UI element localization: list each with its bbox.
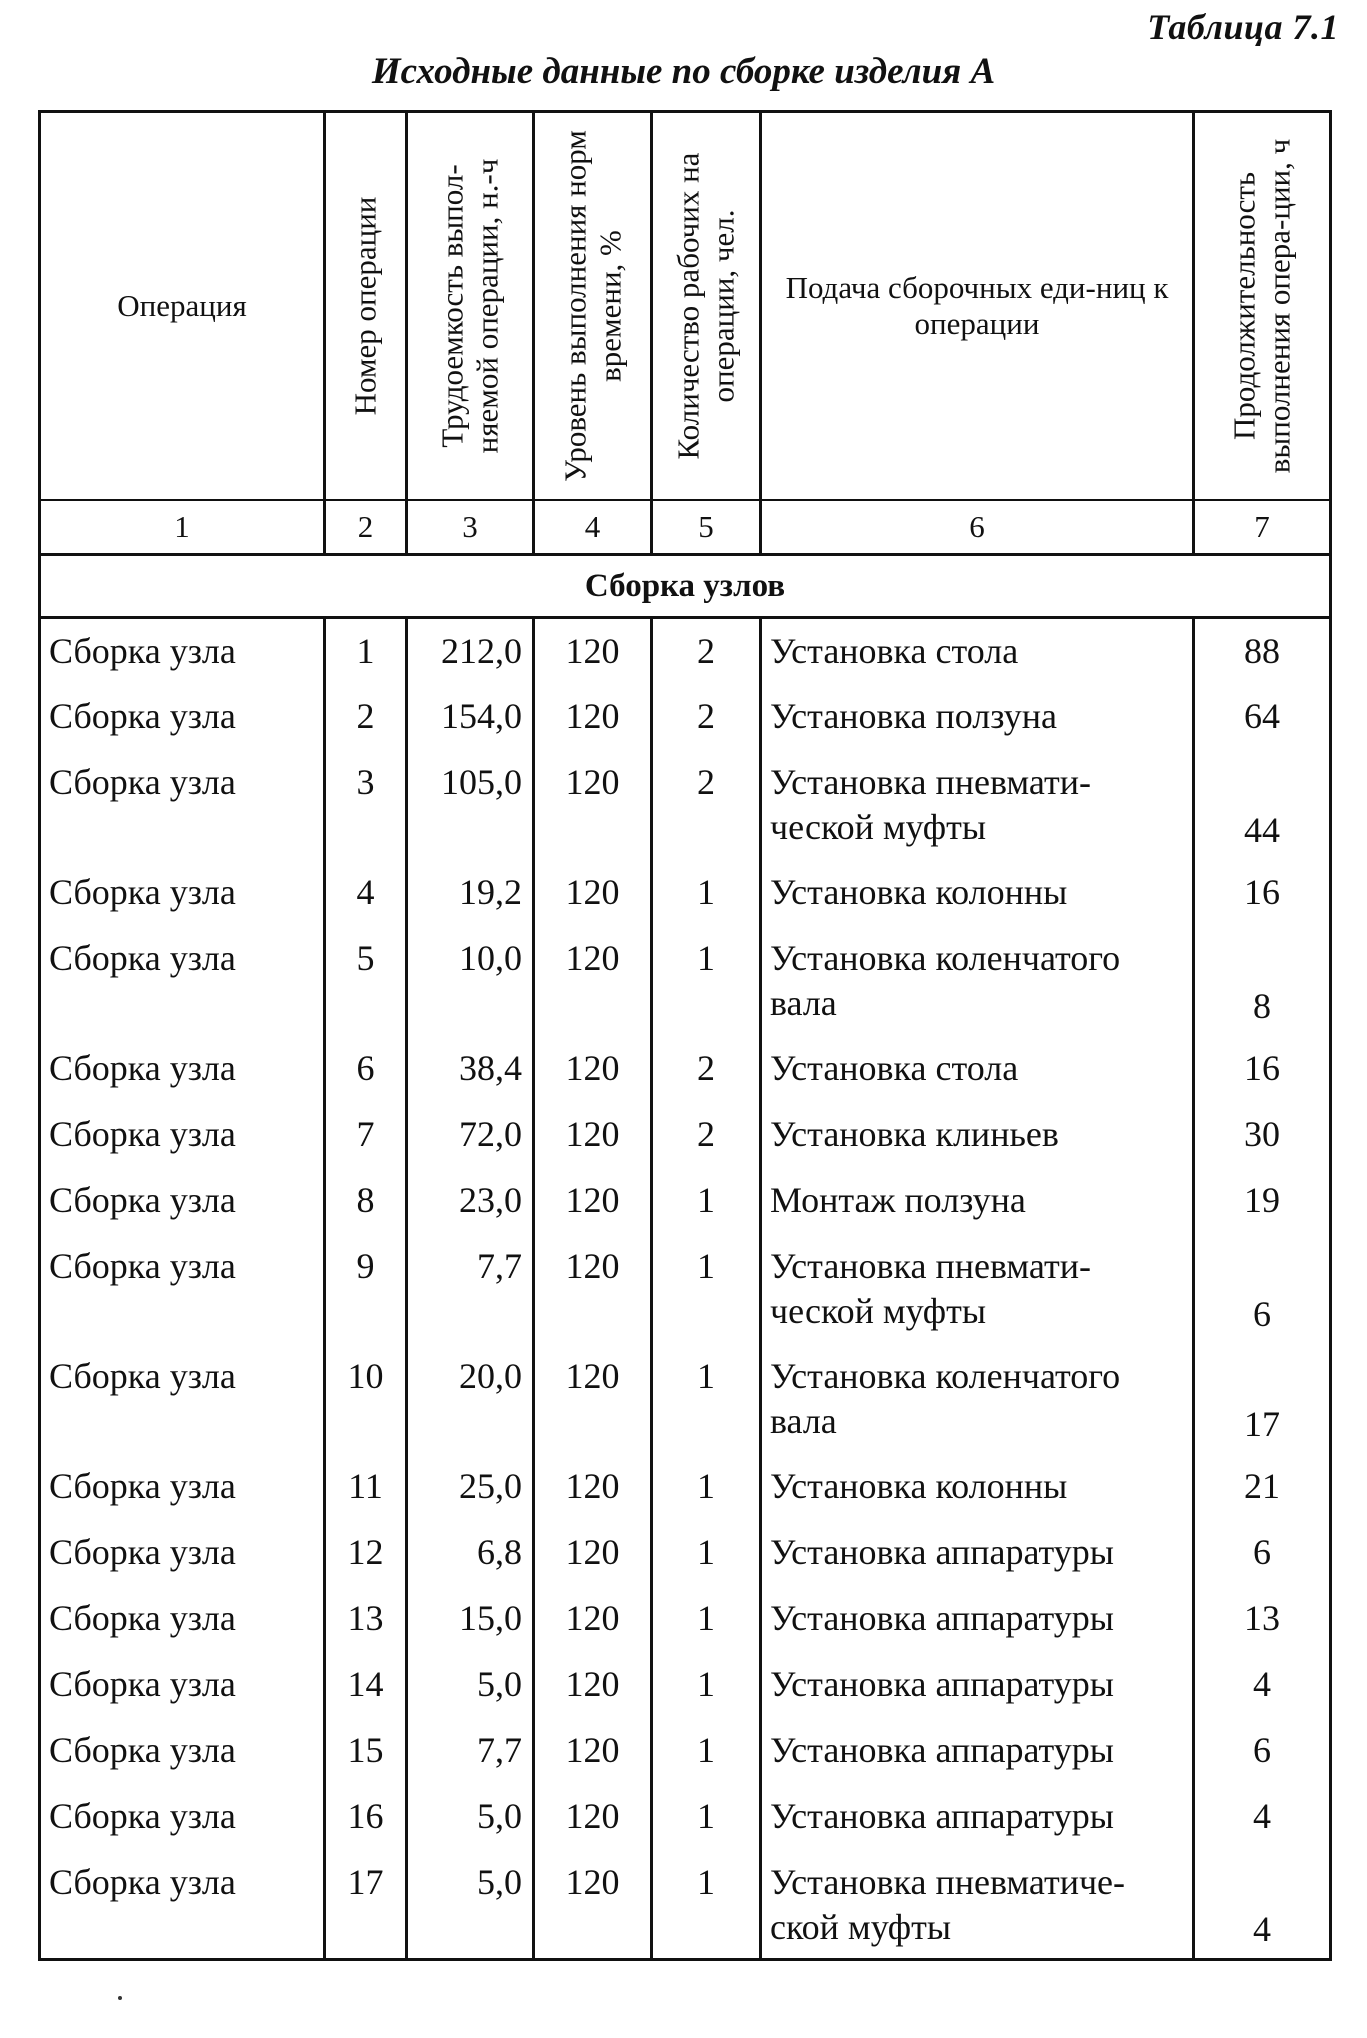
cell-operation: Сборка узла (40, 1454, 325, 1520)
cell-workers: 1 (652, 1234, 761, 1344)
cell-feed (761, 1454, 1194, 1520)
feed-line: Установка стола (770, 1047, 1019, 1088)
cell-labor: 19,2 (407, 860, 534, 926)
feed-line: Установка стола (770, 631, 1019, 671)
cell-labor: 23,0 (407, 1168, 534, 1234)
cell-duration: 4 (1194, 1850, 1331, 1960)
cell-workers: 2 (652, 750, 761, 860)
cell-labor: 105,0 (407, 750, 534, 860)
column-number: 1 (40, 500, 325, 555)
column-number: 3 (407, 500, 534, 555)
cell-duration: 19 (1194, 1168, 1331, 1234)
cell-workers: 1 (652, 1718, 761, 1784)
table-row (40, 1652, 1331, 1718)
cell-operation: Сборка узла (40, 750, 325, 860)
cell-duration: 4 (1194, 1784, 1331, 1850)
feed-line: Установка пневматиче- (770, 1861, 1126, 1902)
table-row (40, 1454, 1331, 1520)
cell-op-number: 7 (325, 1102, 407, 1168)
header-operation: Операция (40, 112, 325, 501)
cell-labor: 7,7 (407, 1718, 534, 1784)
cell-labor: 20,0 (407, 1344, 534, 1454)
feed-line: ческой муфты (770, 1290, 987, 1331)
table-row (40, 1520, 1331, 1586)
cell-op-number: 6 (325, 1036, 407, 1102)
cell-op-number: 5 (325, 926, 407, 1036)
cell-workers: 1 (652, 1520, 761, 1586)
cell-operation: Сборка узла (40, 1850, 325, 1960)
cell-duration: 30 (1194, 1102, 1331, 1168)
cell-workers: 1 (652, 1168, 761, 1234)
cell-op-number: 15 (325, 1718, 407, 1784)
cell-feed (761, 750, 1194, 860)
cell-operation: Сборка узла (40, 1102, 325, 1168)
cell-operation: Сборка узла (40, 860, 325, 926)
cell-operation: Сборка узла (40, 1718, 325, 1784)
cell-duration: 21 (1194, 1454, 1331, 1520)
column-number: 4 (534, 500, 652, 555)
table-row (40, 750, 1331, 860)
cell-norm-level: 120 (534, 1850, 652, 1960)
cell-op-number: 10 (325, 1344, 407, 1454)
cell-duration: 6 (1194, 1718, 1331, 1784)
cell-op-number: 17 (325, 1850, 407, 1960)
cell-norm-level: 120 (534, 1454, 652, 1520)
cell-duration: 44 (1194, 750, 1331, 860)
cell-op-number: 12 (325, 1520, 407, 1586)
feed-line: Установка ползуна (770, 695, 1057, 736)
cell-duration: 16 (1194, 860, 1331, 926)
feed-line: Установка коленчатого (770, 1355, 1121, 1396)
cell-op-number: 14 (325, 1652, 407, 1718)
feed-line: Монтаж ползуна (770, 1179, 1026, 1220)
cell-operation: Сборка узла (40, 1784, 325, 1850)
cell-op-number: 8 (325, 1168, 407, 1234)
cell-norm-level: 120 (534, 1102, 652, 1168)
cell-norm-level: 120 (534, 1344, 652, 1454)
column-number: 5 (652, 500, 761, 555)
cell-labor: 154,0 (407, 684, 534, 750)
cell-feed (761, 1234, 1194, 1344)
cell-operation: Сборка узла (40, 1652, 325, 1718)
table-row (40, 860, 1331, 926)
cell-workers: 2 (652, 1036, 761, 1102)
table-row (40, 1234, 1331, 1344)
cell-norm-level: 120 (534, 1784, 652, 1850)
cell-duration: 64 (1194, 684, 1331, 750)
feed-line: Установка клиньев (770, 1113, 1059, 1154)
section-title: Сборка узлов (40, 555, 1331, 618)
feed-line: ческой муфты (770, 806, 987, 847)
header-duration (1194, 112, 1331, 501)
cell-duration: 88 (1194, 618, 1331, 684)
table-row (40, 1344, 1331, 1454)
feed-line: Установка аппаратуры (770, 1795, 1114, 1836)
table-row (40, 1102, 1331, 1168)
cell-operation: Сборка узла (40, 1168, 325, 1234)
cell-workers: 2 (652, 684, 761, 750)
table-row (40, 1784, 1331, 1850)
cell-feed (761, 1036, 1194, 1102)
cell-op-number: 3 (325, 750, 407, 860)
assembly-data-table (38, 110, 1332, 1961)
cell-workers: 1 (652, 860, 761, 926)
cell-duration: 13 (1194, 1586, 1331, 1652)
feed-line: Установка аппаратуры (770, 1663, 1114, 1704)
table-row (40, 1718, 1331, 1784)
header-op-number-text: Номер операции (347, 196, 383, 416)
cell-op-number: 2 (325, 684, 407, 750)
table-row (40, 618, 1331, 684)
table-row (40, 926, 1331, 1036)
header-norm-level-text: Уровень выполнения норм времени, % (556, 130, 627, 482)
cell-duration: 6 (1194, 1520, 1331, 1586)
cell-op-number: 13 (325, 1586, 407, 1652)
header-norm-level (534, 112, 652, 501)
cell-norm-level: 120 (534, 1036, 652, 1102)
header-workers (652, 112, 761, 501)
cell-norm-level: 120 (534, 618, 652, 684)
cell-workers: 1 (652, 926, 761, 1036)
feed-line: Установка аппаратуры (770, 1531, 1114, 1572)
cell-duration: 6 (1194, 1234, 1331, 1344)
header-op-number (325, 112, 407, 501)
scan-speck (118, 1996, 122, 2000)
cell-labor: 15,0 (407, 1586, 534, 1652)
cell-labor: 5,0 (407, 1850, 534, 1960)
table-row (40, 1036, 1331, 1102)
feed-line: Установка аппаратуры (770, 1597, 1114, 1638)
cell-feed (761, 1102, 1194, 1168)
cell-operation: Сборка узла (40, 618, 325, 684)
cell-operation: Сборка узла (40, 684, 325, 750)
cell-workers: 1 (652, 1652, 761, 1718)
cell-feed (761, 684, 1194, 750)
table-row (40, 1586, 1331, 1652)
column-number: 7 (1194, 500, 1331, 555)
cell-labor: 10,0 (407, 926, 534, 1036)
cell-norm-level: 120 (534, 1652, 652, 1718)
cell-feed (761, 1586, 1194, 1652)
column-number-row (40, 500, 1331, 555)
header-workers-text: Количество рабочих на операции, чел. (670, 152, 740, 460)
cell-norm-level: 120 (534, 1520, 652, 1586)
cell-norm-level: 120 (534, 1234, 652, 1344)
cell-labor: 6,8 (407, 1520, 534, 1586)
feed-line: Установка пневмати- (770, 761, 1091, 802)
cell-op-number: 9 (325, 1234, 407, 1344)
feed-line: Установка колонны (770, 871, 1068, 912)
cell-norm-level: 120 (534, 750, 652, 860)
header-labor-text: Трудоемкость выпол-няемой операции, н.-ч (434, 158, 504, 454)
cell-labor: 7,7 (407, 1234, 534, 1344)
table-row (40, 1850, 1331, 1960)
section-row (40, 555, 1331, 618)
cell-operation: Сборка узла (40, 1036, 325, 1102)
cell-op-number: 1 (325, 618, 407, 684)
cell-feed (761, 1718, 1194, 1784)
table-number: Таблица 7.1 (1147, 7, 1339, 47)
header-labor (407, 112, 534, 501)
cell-feed (761, 1344, 1194, 1454)
cell-operation: Сборка узла (40, 1234, 325, 1344)
cell-operation: Сборка узла (40, 1344, 325, 1454)
cell-workers: 1 (652, 1454, 761, 1520)
cell-duration: 4 (1194, 1652, 1331, 1718)
feed-line: ской муфты (770, 1906, 952, 1947)
cell-norm-level: 120 (534, 1168, 652, 1234)
feed-line: Установка аппаратуры (770, 1729, 1114, 1770)
cell-workers: 2 (652, 1102, 761, 1168)
cell-labor: 5,0 (407, 1652, 534, 1718)
cell-norm-level: 120 (534, 860, 652, 926)
table-row (40, 684, 1331, 750)
cell-workers: 1 (652, 1850, 761, 1960)
table-title: Исходные данные по сборке изделия А (371, 51, 996, 92)
cell-feed (761, 860, 1194, 926)
table-row (40, 1168, 1331, 1234)
cell-duration: 16 (1194, 1036, 1331, 1102)
cell-labor: 38,4 (407, 1036, 534, 1102)
header-row (40, 112, 1331, 501)
feed-line: вала (770, 982, 837, 1023)
feed-line: Установка коленчатого (770, 937, 1121, 978)
header-duration-text: Продолжительность выполнения опера-ции, ч (1226, 138, 1296, 474)
cell-norm-level: 120 (534, 926, 652, 1036)
cell-duration: 17 (1194, 1344, 1331, 1454)
cell-feed (761, 1850, 1194, 1960)
column-number: 6 (761, 500, 1194, 555)
cell-workers: 1 (652, 1586, 761, 1652)
cell-feed (761, 1784, 1194, 1850)
cell-workers: 1 (652, 1784, 761, 1850)
header-feed: Подача сборочных еди-ниц к операции (761, 112, 1194, 501)
cell-labor: 72,0 (407, 1102, 534, 1168)
cell-op-number: 16 (325, 1784, 407, 1850)
feed-line: Установка колонны (770, 1465, 1068, 1506)
cell-feed (761, 1168, 1194, 1234)
cell-feed (761, 926, 1194, 1036)
feed-line: вала (770, 1400, 837, 1441)
cell-labor: 5,0 (407, 1784, 534, 1850)
cell-norm-level: 120 (534, 684, 652, 750)
cell-operation: Сборка узла (40, 926, 325, 1036)
column-number: 2 (325, 500, 407, 555)
cell-workers: 1 (652, 1344, 761, 1454)
cell-op-number: 4 (325, 860, 407, 926)
cell-op-number: 11 (325, 1454, 407, 1520)
cell-operation: Сборка узла (40, 1586, 325, 1652)
cell-norm-level: 120 (534, 1718, 652, 1784)
cell-duration: 8 (1194, 926, 1331, 1036)
cell-feed (761, 1520, 1194, 1586)
cell-feed (761, 1652, 1194, 1718)
cell-workers: 2 (652, 618, 761, 684)
cell-norm-level: 120 (534, 1586, 652, 1652)
cell-operation: Сборка узла (40, 1520, 325, 1586)
cell-labor: 212,0 (407, 618, 534, 684)
feed-line: Установка пневмати- (770, 1245, 1091, 1286)
cell-feed (761, 618, 1194, 684)
cell-labor: 25,0 (407, 1454, 534, 1520)
